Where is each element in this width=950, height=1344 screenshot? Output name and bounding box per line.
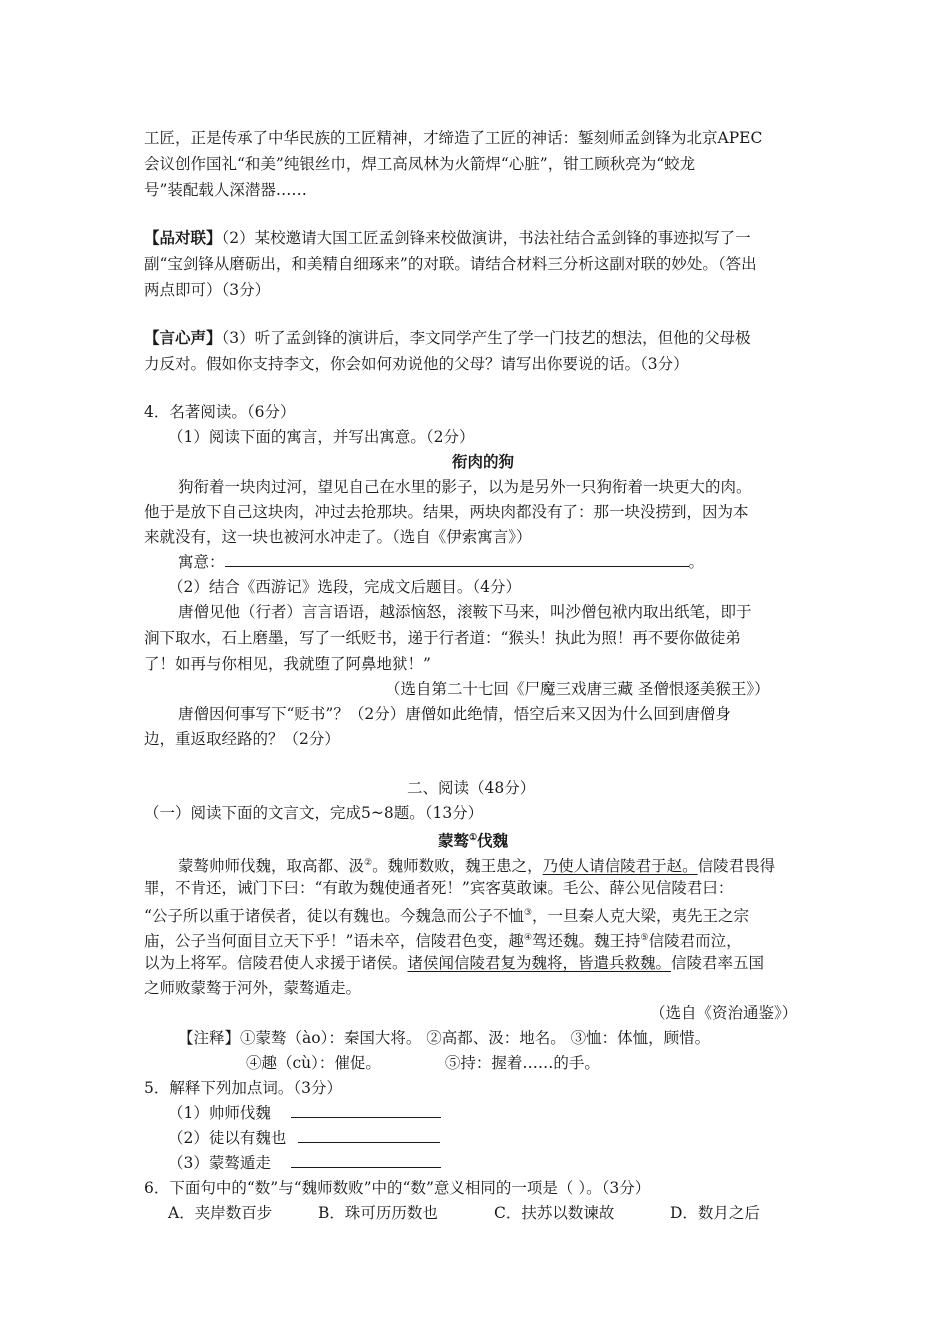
xyj-line: 了！如再与你相见，我就堕了阿鼻地狱！” bbox=[144, 655, 431, 673]
text-run: 驾还魏。魏王持 bbox=[532, 932, 641, 951]
yuyi-answer-blank[interactable] bbox=[225, 552, 689, 567]
note-ref: ④ bbox=[523, 933, 533, 943]
classical-line: 之师败蒙骜于河外，蒙骜遁走。 bbox=[144, 979, 362, 997]
q5-answer-blank[interactable] bbox=[291, 1103, 441, 1118]
q5-item-label: （2）徒以有魏也 bbox=[168, 1129, 287, 1147]
text-run: “公子所以重于诸侯者，徒以有魏也。今魏急而公子不恤 bbox=[144, 907, 524, 926]
intro-line: 工匠，正是传承了中华民族的工匠精神，才缔造了工匠的神话：錾刻师孟剑锋为北京APEC bbox=[144, 129, 763, 147]
classical-title-b: 伐魏 bbox=[477, 831, 509, 851]
pinduilian-line: 两点即可）（3分） bbox=[144, 281, 271, 299]
classical-line: 罪，不肯还，诫门下曰：“有敢为魏使通者死！”宾客莫敢谏。毛公、薛公见信陵君曰： bbox=[144, 879, 734, 897]
q4-sub2: （2）结合《西游记》选段，完成文后题目。（4分） bbox=[168, 578, 521, 596]
fable-line: 他于是放下自己这块肉，冲过去抢那块。结果，两块肉都没有了：那一块没捞到，因为本 bbox=[144, 503, 749, 521]
yuyi-label: 寓意： bbox=[178, 553, 225, 571]
q6-option-b[interactable]: B．珠可历历数也 bbox=[318, 1204, 438, 1222]
classical-line bbox=[178, 853, 775, 876]
pinduilian-line: 副“宝剑锋从磨砺出，和美精自细琢来”的对联。请结合材料三分析这副对联的妙处。（答出 bbox=[144, 255, 757, 273]
q5-heading: 5．解释下列加点词。（3分） bbox=[144, 1079, 342, 1097]
intro-line: 号”装配载人深潜器…… bbox=[144, 181, 307, 199]
text-run: 信陵君率五国 bbox=[671, 954, 765, 972]
xyj-question: 边，重返取经路的？（2分） bbox=[144, 730, 340, 748]
fable-line: 狗衔着一块肉过河，望见自己在水里的影子，以为是另外一只狗衔着一块更大的肉。 bbox=[178, 478, 752, 496]
q6-option-c[interactable]: C．扶苏以数谏故 bbox=[494, 1204, 615, 1222]
q5-item bbox=[168, 1153, 441, 1173]
classical-line bbox=[144, 953, 764, 973]
yanxinsheng-tag: 【言心声】 bbox=[144, 328, 222, 347]
q4-heading: 4．名著阅读。（6分） bbox=[144, 403, 296, 421]
notes-line: 【注释】①蒙骜（ào）：秦国大将。 ②高都、汲：地名。 ③恤：体恤，顾惜。 bbox=[178, 1029, 711, 1047]
xyj-line: 涧下取水，石上磨墨，写了一纸贬书，递于行者道：“猴头！执此为照！再不要你做徒弟 bbox=[144, 629, 741, 647]
q6-option-d[interactable]: D．数月之后 bbox=[670, 1204, 760, 1222]
part2-heading: 二、阅读（48分） bbox=[407, 779, 536, 797]
text-run: 蒙骜帅师伐魏，取高都、汲 bbox=[178, 857, 365, 876]
text-run: 信陵君而泣， bbox=[648, 932, 742, 951]
q4-sub1: （1）阅读下面的寓言，并写出寓意。（2分） bbox=[168, 428, 475, 446]
q5-item bbox=[168, 1128, 440, 1148]
yanxinsheng-line: 力反对。假如你支持李文，你会如何劝说他的父母？请写出你要说的话。（3分） bbox=[144, 355, 689, 373]
q5-item bbox=[168, 1103, 441, 1123]
pinduilian-text: （2）某校邀请大国工匠孟剑锋来校做演讲，书法社结合孟剑锋的事迹拟写了一 bbox=[221, 229, 751, 247]
xyj-source: （选自第二十七回《尸魔三戏唐三藏 圣僧恨逐美猴王》） bbox=[385, 680, 770, 698]
underlined-sentence: 诸侯闻信陵君复为魏将，皆遣兵救魏。 bbox=[407, 954, 672, 972]
text-run: 庙，公子当何面目立天下乎！”语未卒，信陵君色变，趣 bbox=[144, 932, 524, 951]
classical-line bbox=[144, 928, 742, 951]
q5-item-label: （3）蒙骜遁走 bbox=[168, 1154, 271, 1172]
note-ref: ⑤ bbox=[640, 933, 649, 943]
yuyi-row bbox=[178, 552, 704, 572]
fable-title: 衔肉的狗 bbox=[452, 452, 515, 471]
yanxinsheng-line bbox=[144, 328, 751, 348]
classical-title bbox=[438, 828, 508, 851]
pinduilian-line bbox=[144, 228, 751, 248]
xyj-line: 唐僧见他（行者）言言语语，越添恼怒，滚鞍下马来，叫沙僧包袱内取出纸笔，即于 bbox=[178, 603, 752, 621]
note-4: ④趣（cù）：催促。 bbox=[246, 1054, 381, 1072]
text-run: 以为上将军。信陵君使人求援于诸侯。 bbox=[144, 954, 408, 972]
text-run: 。魏师数败，魏王患之， bbox=[372, 857, 543, 876]
fable-line: 来就没有，这一块也被河水冲走了。（选自《伊索寓言》） bbox=[144, 528, 532, 546]
text-run: ，一旦秦人克大梁，夷先王之宗 bbox=[532, 907, 750, 926]
classical-source: （选自《资治通鉴》） bbox=[650, 1004, 798, 1022]
note-ref: ① bbox=[469, 833, 478, 843]
q6-heading: 6．下面句中的“数”与“魏师数败”中的“数”意义相同的一项是（ ）。（3分） bbox=[144, 1179, 651, 1197]
classical-title-a: 蒙骜 bbox=[438, 831, 470, 851]
yanxinsheng-text: （3）听了孟剑锋的演讲后，李文同学产生了学一门技艺的想法，但他的父母极 bbox=[221, 329, 751, 347]
q5-item-label: （1）帅师伐魏 bbox=[168, 1104, 271, 1122]
part2-sub: （一）阅读下面的文言文，完成5~8题。（13分） bbox=[144, 804, 484, 822]
note-ref: ③ bbox=[523, 908, 533, 918]
classical-line bbox=[144, 903, 749, 926]
underlined-sentence: 乃使人请信陵君于赵。 bbox=[542, 857, 698, 876]
yuyi-end: 。 bbox=[688, 553, 705, 571]
q5-answer-blank[interactable] bbox=[298, 1128, 440, 1143]
note-5: ⑤持：握着……的手。 bbox=[444, 1054, 600, 1072]
notes-line bbox=[246, 1053, 600, 1073]
text-run: 信陵君畏得 bbox=[697, 857, 776, 876]
xyj-question: 唐僧因何事写下“贬书”？（2分）唐僧如此绝情，悟空后来又因为什么回到唐僧身 bbox=[178, 705, 731, 723]
pinduilian-tag: 【品对联】 bbox=[144, 228, 222, 247]
q6-option-a[interactable]: A．夹岸数百步 bbox=[168, 1204, 273, 1222]
q5-answer-blank[interactable] bbox=[291, 1153, 441, 1168]
note-ref: ② bbox=[364, 858, 373, 868]
intro-line: 会议创作国礼“和美”纯银丝巾，焊工高凤林为火箭焊“心脏”，钳工顾秋亮为“蛟龙 bbox=[144, 155, 696, 173]
